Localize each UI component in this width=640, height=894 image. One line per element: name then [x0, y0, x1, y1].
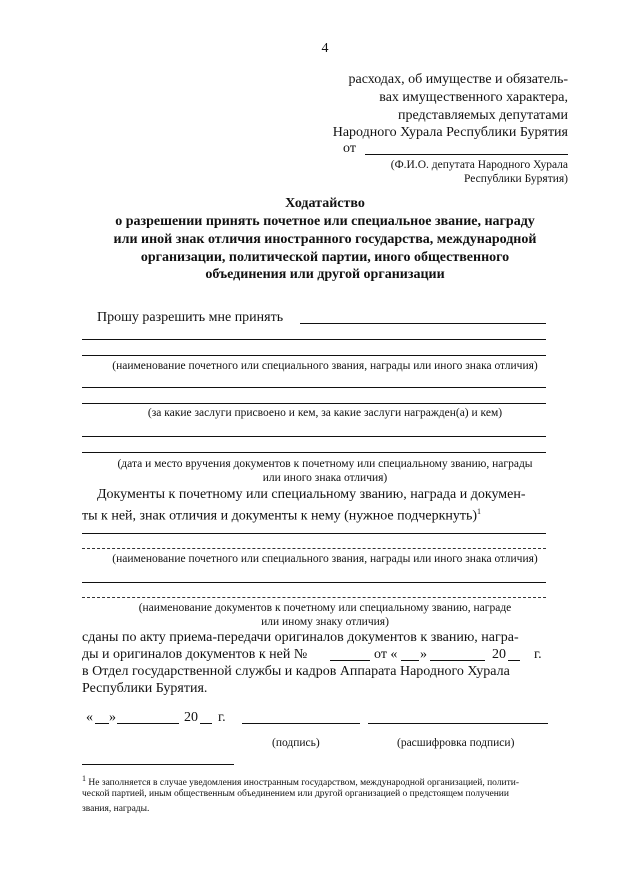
documents-field-line-1[interactable]	[82, 533, 546, 534]
caption-award-name: (наименование почетного или специального звания, награды или иного знака отличия)	[112, 360, 538, 372]
merits-field-line-2[interactable]	[82, 403, 546, 404]
caption-merits: (за какие заслуги присвоено и кем, за какие заслуги награжден(а) и кем)	[147, 407, 503, 419]
header-line-2: вах имущественного характера,	[379, 90, 568, 105]
transfer-year-suffix: г.	[534, 647, 542, 662]
signature-field[interactable]	[242, 723, 360, 724]
act-number-field[interactable]	[330, 660, 370, 661]
signature-row	[86, 709, 556, 726]
date-place-field-line-1[interactable]	[82, 436, 546, 437]
footnote-line-2: ческой партией, иным общественным объединением или другой организацией о предстоящем получении	[82, 789, 509, 799]
transfer-quote-close: »	[420, 647, 427, 662]
sign-year-field[interactable]	[200, 723, 212, 724]
sign-year-suffix: г.	[218, 710, 226, 725]
deputy-name-field[interactable]	[365, 154, 568, 155]
transfer-from-label: от «	[374, 647, 398, 662]
footnote-ref: 1	[477, 507, 482, 516]
signature-decode-field[interactable]	[368, 723, 548, 724]
transfer-act-label: ды и оригиналов документов к ней №	[82, 647, 308, 662]
signature-caption: (подпись)	[272, 737, 320, 749]
footnote-marker: 1	[82, 774, 86, 783]
merits-field-line-1[interactable]	[82, 387, 546, 388]
title-line-4: объединения или другой организации	[205, 267, 445, 282]
documents-line-1: Документы к почетному или специальному званию, награда и докумен-	[97, 487, 526, 502]
title-line-2: или иной знак отличия иностранного государства, международной	[113, 232, 537, 247]
header-line-3: представляемых депутатами	[397, 108, 568, 123]
caption-award-name-2: (наименование почетного или специального звания, награды или иного знака отличия)	[112, 553, 538, 565]
documents-line-2-text: ты к ней, знак отличия и документы к нему (нужное подчеркнуть)	[82, 508, 478, 524]
documents-line-2	[82, 503, 481, 525]
caption-date-place-1: (дата и место вручения документов к почетному или специальному званию, награды	[117, 458, 533, 470]
footnote-text-1: Не заполняется в случае уведомления иностранным государством, международной организацией, полити-	[88, 778, 520, 789]
sign-date-close: »	[109, 710, 116, 725]
sign-date-open: «	[86, 710, 93, 725]
from-label: от	[343, 141, 356, 156]
signature-decode-caption: (расшифровка подписи)	[397, 737, 515, 749]
transfer-line-2	[82, 646, 552, 663]
transfer-line-1: сданы по акту приема-передачи оригиналов документов к званию, награ-	[82, 630, 519, 645]
caption-documents-2: или иному знаку отличия)	[261, 616, 389, 628]
title-line-1: о разрешении принять почетное или специальное звание, награду	[115, 214, 535, 229]
act-month-field[interactable]	[430, 660, 485, 661]
document-heading: Ходатайство	[285, 196, 365, 211]
header-line-4: Народного Хурала Республики Бурятия	[332, 125, 568, 140]
sign-month-field[interactable]	[117, 723, 179, 724]
deputy-caption-line-2: Республики Бурятия)	[464, 173, 568, 185]
request-field-line-3[interactable]	[82, 355, 546, 356]
documents-field-line-2[interactable]	[82, 548, 546, 549]
footnote-line-3: звания, награды.	[82, 804, 150, 814]
act-year-field[interactable]	[508, 660, 520, 661]
title-line-3: организации, политической партии, иного общественного	[140, 250, 510, 265]
transfer-line-4: Республики Бурятия.	[82, 681, 208, 696]
transfer-year-prefix: 20	[492, 647, 506, 662]
sign-day-field[interactable]	[95, 723, 109, 724]
documents-field-line-4[interactable]	[82, 597, 546, 598]
request-field[interactable]	[300, 323, 546, 324]
date-place-field-line-2[interactable]	[82, 452, 546, 453]
caption-documents-1: (наименование документов к почетному или специальному званию, награде	[138, 602, 512, 614]
request-field-line-2[interactable]	[82, 339, 546, 340]
sign-year-prefix: 20	[184, 710, 198, 725]
act-day-field[interactable]	[401, 660, 419, 661]
deputy-caption-line-1: (Ф.И.О. депутата Народного Хурала	[390, 159, 568, 171]
page-number: 4	[321, 41, 329, 56]
request-label: Прошу разрешить мне принять	[97, 310, 284, 325]
documents-field-line-3[interactable]	[82, 582, 546, 583]
footnote-divider	[82, 764, 234, 765]
header-line-1: расходах, об имуществе и обязатель-	[348, 72, 568, 87]
caption-date-place-2: или иного знака отличия)	[262, 472, 388, 484]
transfer-line-3: в Отдел государственной службы и кадров Аппарата Народного Хурала	[82, 664, 510, 679]
